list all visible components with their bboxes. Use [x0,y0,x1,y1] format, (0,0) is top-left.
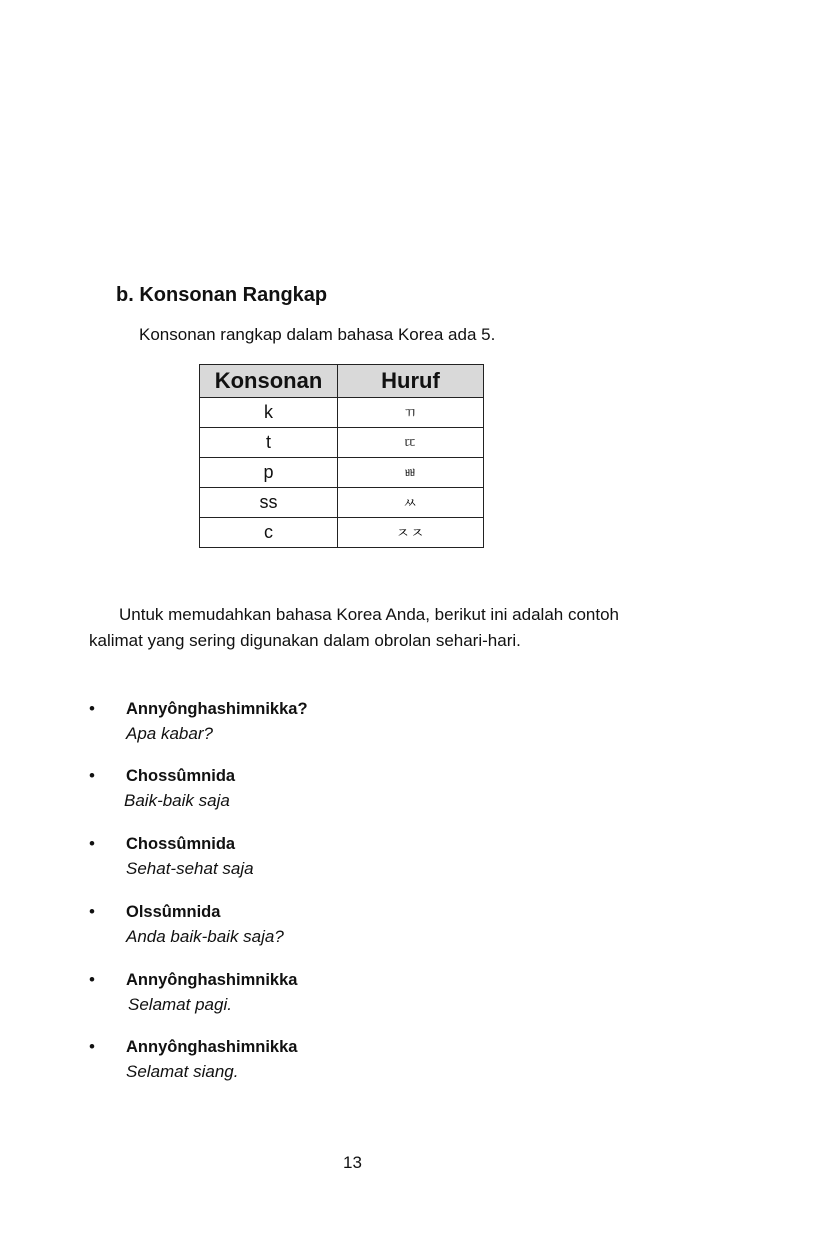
section-intro: Konsonan rangkap dalam bahasa Korea ada 5. [139,325,496,344]
cell-konsonan: k [200,398,338,428]
column-header-konsonan: Konsonan [200,365,338,398]
bullet-icon: • [89,970,95,989]
cell-huruf: ㄲ [338,398,484,428]
table-header-row [200,365,484,398]
page-number: 13 [343,1153,362,1172]
korean-phrase: Annyônghashimnikka? [126,700,308,718]
body-paragraph [89,602,619,654]
bullet-icon: • [89,1037,95,1056]
bullet-icon: • [89,766,95,785]
phrase-translation: Selamat siang. [126,1062,239,1081]
section-heading: b. Konsonan Rangkap [116,284,328,306]
table-row [200,428,484,458]
bullet-icon: • [89,699,95,718]
bullet-icon: • [89,834,95,853]
phrase-translation: Anda baik-baik saja? [126,927,284,946]
phrase-translation: Selamat pagi. [128,995,232,1014]
cell-konsonan: ss [200,488,338,518]
cell-konsonan: p [200,458,338,488]
korean-phrase: Olssûmnida [126,903,221,921]
double-consonant-table [199,364,484,548]
korean-phrase: Annyônghashimnikka [126,1038,298,1056]
bullet-icon: • [89,902,95,921]
table-row [200,488,484,518]
cell-huruf: ㅆ [338,488,484,518]
phrase-translation: Sehat-sehat saja [126,859,254,878]
paragraph-text: Untuk memudahkan bahasa Korea Anda, berikut ini adalah contoh kalimat yang sering digunakan dalam obrolan sehari-hari. [89,605,619,650]
cell-huruf: ㄸ [338,428,484,458]
korean-phrase: Annyônghashimnikka [126,971,298,989]
korean-phrase: Chossûmnida [126,835,236,853]
cell-konsonan: t [200,428,338,458]
cell-huruf: ㅈㅈ [338,518,484,548]
cell-konsonan: c [200,518,338,548]
cell-huruf: ㅃ [338,458,484,488]
table-row [200,398,484,428]
phrase-translation: Apa kabar? [126,724,213,743]
column-header-huruf: Huruf [338,365,484,398]
table-row [200,458,484,488]
korean-phrase: Chossûmnida [126,767,236,785]
phrase-translation: Baik-baik saja [124,791,230,810]
table-row [200,518,484,548]
